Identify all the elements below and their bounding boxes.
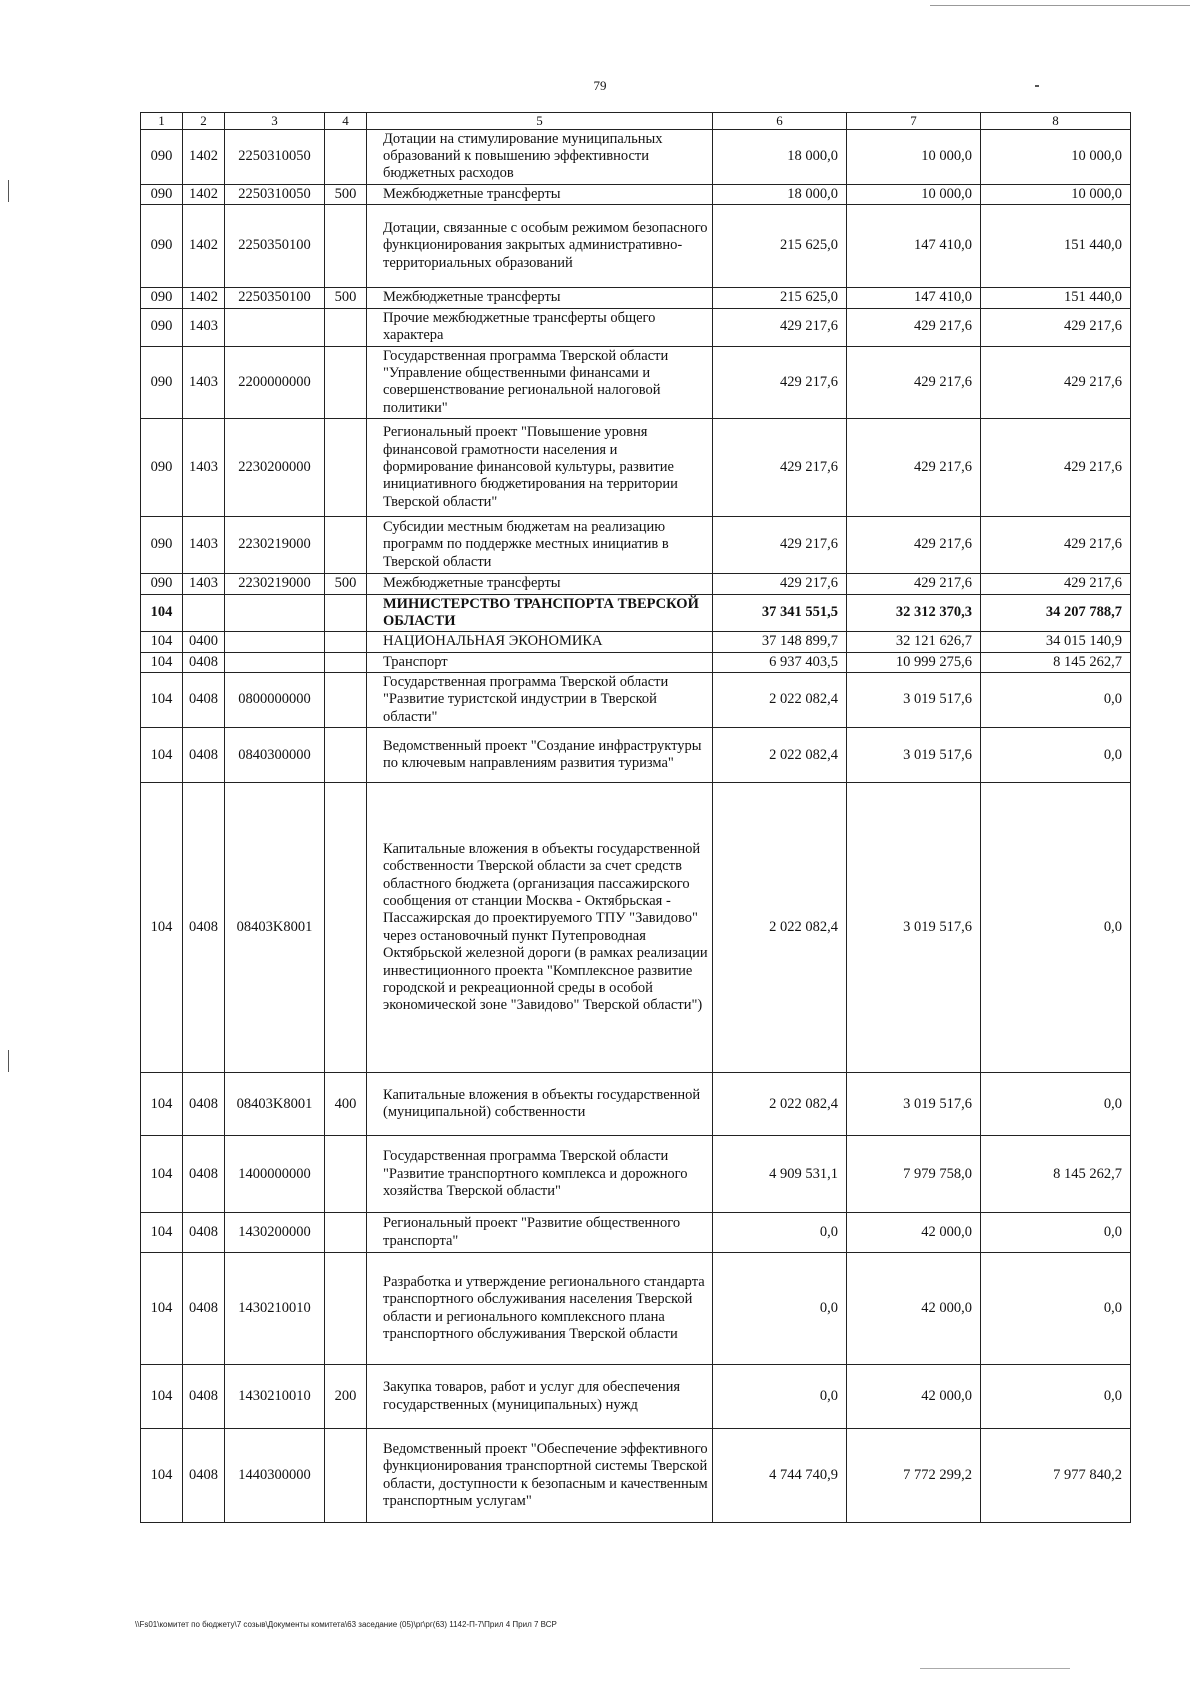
cell-sum-2025: 37 148 899,7	[713, 632, 847, 652]
cell-sum-2027: 7 977 840,2	[981, 1429, 1131, 1523]
table-row	[141, 129, 1131, 184]
cell-name: Межбюджетные трансферты	[367, 288, 713, 308]
cell-pr: 0408	[183, 1429, 225, 1523]
cell-rz: 104	[141, 1073, 183, 1136]
cell-sum-2027: 34 015 140,9	[981, 632, 1131, 652]
cell-name: Государственная программа Тверской области "Управление общественными финансами и совершенствование региональной налоговой политики"	[367, 346, 713, 419]
cell-csr: 0840300000	[225, 728, 325, 783]
cell-pr: 0408	[183, 1136, 225, 1213]
cell-rz: 104	[141, 652, 183, 672]
cell-pr: 0408	[183, 1073, 225, 1136]
cell-csr: 2250310050	[225, 129, 325, 184]
table-row	[141, 308, 1131, 346]
cell-pr: 0408	[183, 728, 225, 783]
cell-vr	[325, 632, 367, 652]
table-row	[141, 1073, 1131, 1136]
table-row	[141, 1213, 1131, 1253]
cell-pr: 0408	[183, 1253, 225, 1365]
cell-csr: 1440300000	[225, 1429, 325, 1523]
cell-rz: 090	[141, 419, 183, 517]
cell-rz: 090	[141, 308, 183, 346]
table-row	[141, 1429, 1131, 1523]
cell-vr	[325, 1136, 367, 1213]
scan-dash-left	[8, 1050, 9, 1072]
cell-sum-2027: 10 000,0	[981, 129, 1131, 184]
cell-sum-2027: 0,0	[981, 1073, 1131, 1136]
cell-vr: 500	[325, 574, 367, 594]
cell-sum-2026: 3 019 517,6	[847, 728, 981, 783]
scan-dot	[1035, 85, 1039, 87]
budget-table	[140, 112, 1131, 1523]
cell-sum-2025: 215 625,0	[713, 205, 847, 288]
cell-vr	[325, 129, 367, 184]
cell-pr: 1403	[183, 346, 225, 419]
cell-rz: 104	[141, 728, 183, 783]
cell-sum-2026: 10 999 275,6	[847, 652, 981, 672]
cell-vr	[325, 308, 367, 346]
cell-sum-2025: 4 909 531,1	[713, 1136, 847, 1213]
cell-sum-2026: 429 217,6	[847, 574, 981, 594]
column-number-6: 6	[713, 113, 847, 130]
cell-sum-2026: 10 000,0	[847, 129, 981, 184]
cell-vr	[325, 205, 367, 288]
table-row	[141, 632, 1131, 652]
cell-sum-2025: 429 217,6	[713, 346, 847, 419]
cell-rz: 104	[141, 1213, 183, 1253]
cell-csr	[225, 308, 325, 346]
cell-name: Межбюджетные трансферты	[367, 574, 713, 594]
table-row	[141, 1136, 1131, 1213]
cell-rz: 090	[141, 184, 183, 204]
cell-vr: 500	[325, 288, 367, 308]
cell-pr: 0408	[183, 783, 225, 1073]
cell-sum-2026: 42 000,0	[847, 1213, 981, 1253]
cell-rz: 104	[141, 783, 183, 1073]
cell-vr	[325, 652, 367, 672]
cell-rz: 104	[141, 673, 183, 728]
cell-vr	[325, 346, 367, 419]
table-row	[141, 288, 1131, 308]
cell-csr	[225, 632, 325, 652]
cell-sum-2026: 3 019 517,6	[847, 1073, 981, 1136]
cell-name: Дотации на стимулирование муниципальных образований к повышению эффективности бюджетных расходов	[367, 129, 713, 184]
cell-csr	[225, 652, 325, 672]
cell-csr: 0800000000	[225, 673, 325, 728]
cell-sum-2025: 2 022 082,4	[713, 728, 847, 783]
cell-name: Ведомственный проект "Создание инфраструктуры по ключевым направлениям развития туризма"	[367, 728, 713, 783]
cell-sum-2025: 18 000,0	[713, 184, 847, 204]
cell-csr	[225, 594, 325, 632]
cell-sum-2027: 429 217,6	[981, 419, 1131, 517]
cell-pr: 0408	[183, 652, 225, 672]
table-row	[141, 783, 1131, 1073]
table-row	[141, 1253, 1131, 1365]
cell-pr: 1402	[183, 184, 225, 204]
cell-sum-2027: 0,0	[981, 673, 1131, 728]
cell-csr: 2230200000	[225, 419, 325, 517]
cell-rz: 104	[141, 1365, 183, 1429]
cell-name: Транспорт	[367, 652, 713, 672]
cell-sum-2027: 429 217,6	[981, 346, 1131, 419]
cell-name: Субсидии местным бюджетам на реализацию программ по поддержке местных инициатив в Тверской области	[367, 517, 713, 574]
cell-rz: 090	[141, 346, 183, 419]
cell-sum-2026: 3 019 517,6	[847, 783, 981, 1073]
cell-name: Государственная программа Тверской области "Развитие транспортного комплекса и дорожного хозяйства Тверской области"	[367, 1136, 713, 1213]
cell-sum-2025: 18 000,0	[713, 129, 847, 184]
scan-noise	[920, 1668, 1070, 1669]
table-row	[141, 652, 1131, 672]
cell-csr: 2250350100	[225, 288, 325, 308]
cell-pr: 0408	[183, 673, 225, 728]
table-row	[141, 594, 1131, 632]
cell-rz: 090	[141, 288, 183, 308]
cell-csr: 1400000000	[225, 1136, 325, 1213]
table-row	[141, 184, 1131, 204]
cell-rz: 104	[141, 1253, 183, 1365]
cell-sum-2027: 10 000,0	[981, 184, 1131, 204]
cell-name: Разработка и утверждение регионального стандарта транспортного обслуживания населения Тверской области и регионального комплексного плана транспортного обслуживания Тверской области	[367, 1253, 713, 1365]
cell-vr: 500	[325, 184, 367, 204]
cell-sum-2027: 34 207 788,7	[981, 594, 1131, 632]
table-row	[141, 205, 1131, 288]
cell-vr	[325, 1213, 367, 1253]
cell-vr	[325, 783, 367, 1073]
cell-name: Закупка товаров, работ и услуг для обеспечения государственных (муниципальных) нужд	[367, 1365, 713, 1429]
cell-name: НАЦИОНАЛЬНАЯ ЭКОНОМИКА	[367, 632, 713, 652]
cell-sum-2027: 0,0	[981, 1253, 1131, 1365]
cell-sum-2027: 429 217,6	[981, 574, 1131, 594]
cell-name: Региональный проект "Повышение уровня финансовой грамотности населения и формирование финансовой культуры, развитие инициативного бюджетирования на территории Тверской области"	[367, 419, 713, 517]
cell-sum-2025: 2 022 082,4	[713, 783, 847, 1073]
cell-csr: 08403K8001	[225, 783, 325, 1073]
cell-sum-2026: 147 410,0	[847, 205, 981, 288]
column-number-4: 4	[325, 113, 367, 130]
cell-pr: 0400	[183, 632, 225, 652]
cell-name: Дотации, связанные с особым режимом безопасного функционирования закрытых административно-территориальных образований	[367, 205, 713, 288]
cell-rz: 104	[141, 632, 183, 652]
cell-sum-2027: 0,0	[981, 783, 1131, 1073]
cell-sum-2026: 429 217,6	[847, 346, 981, 419]
cell-sum-2025: 0,0	[713, 1365, 847, 1429]
cell-pr: 1402	[183, 288, 225, 308]
cell-rz: 090	[141, 574, 183, 594]
footer-file-path: \\Fs01\комитет по бюджету\7 созыв\Документы комитета\63 заседание (05)\рг\рг(63) 1142-П-7\Прил 4 Прил 7 ВСР	[135, 1620, 557, 1629]
cell-pr: 0408	[183, 1213, 225, 1253]
cell-sum-2027: 151 440,0	[981, 205, 1131, 288]
cell-sum-2026: 429 217,6	[847, 419, 981, 517]
cell-rz: 104	[141, 1136, 183, 1213]
scan-dash-top	[930, 5, 1190, 6]
cell-sum-2025: 2 022 082,4	[713, 673, 847, 728]
cell-sum-2025: 0,0	[713, 1253, 847, 1365]
cell-sum-2026: 429 217,6	[847, 517, 981, 574]
column-number-row	[141, 113, 1131, 130]
column-number-2: 2	[183, 113, 225, 130]
column-number-1: 1	[141, 113, 183, 130]
table-body	[141, 129, 1131, 1523]
cell-sum-2025: 4 744 740,9	[713, 1429, 847, 1523]
cell-csr: 2250350100	[225, 205, 325, 288]
cell-name: Межбюджетные трансферты	[367, 184, 713, 204]
cell-sum-2025: 429 217,6	[713, 419, 847, 517]
cell-pr: 1403	[183, 308, 225, 346]
cell-name: Региональный проект "Развитие общественного транспорта"	[367, 1213, 713, 1253]
cell-vr: 400	[325, 1073, 367, 1136]
cell-vr	[325, 1253, 367, 1365]
cell-pr: 1403	[183, 517, 225, 574]
cell-rz: 104	[141, 1429, 183, 1523]
cell-sum-2025: 429 217,6	[713, 574, 847, 594]
cell-sum-2027: 0,0	[981, 1365, 1131, 1429]
cell-sum-2025: 215 625,0	[713, 288, 847, 308]
cell-name: Прочие межбюджетные трансферты общего характера	[367, 308, 713, 346]
page-number: 79	[593, 78, 607, 93]
cell-sum-2026: 42 000,0	[847, 1253, 981, 1365]
cell-vr: 200	[325, 1365, 367, 1429]
cell-sum-2026: 3 019 517,6	[847, 673, 981, 728]
cell-sum-2025: 429 217,6	[713, 517, 847, 574]
cell-csr: 1430200000	[225, 1213, 325, 1253]
table-row	[141, 574, 1131, 594]
cell-pr: 1402	[183, 205, 225, 288]
cell-pr: 1402	[183, 129, 225, 184]
table-row	[141, 728, 1131, 783]
cell-rz: 090	[141, 205, 183, 288]
cell-name: Ведомственный проект "Обеспечение эффективного функционирования транспортной системы Тверской области, доступности к безопасным и качественным транспортным услугам"	[367, 1429, 713, 1523]
cell-sum-2027: 429 217,6	[981, 517, 1131, 574]
cell-csr: 08403K8001	[225, 1073, 325, 1136]
scan-dash-left	[8, 180, 9, 202]
cell-sum-2025: 0,0	[713, 1213, 847, 1253]
cell-vr	[325, 728, 367, 783]
cell-name: Капитальные вложения в объекты государственной (муниципальной) собственности	[367, 1073, 713, 1136]
cell-sum-2027: 0,0	[981, 1213, 1131, 1253]
cell-vr	[325, 1429, 367, 1523]
cell-sum-2026: 10 000,0	[847, 184, 981, 204]
cell-sum-2027: 151 440,0	[981, 288, 1131, 308]
cell-sum-2027: 429 217,6	[981, 308, 1131, 346]
cell-rz: 090	[141, 517, 183, 574]
cell-vr	[325, 673, 367, 728]
cell-name: Государственная программа Тверской области "Развитие туристской индустрии в Тверской области"	[367, 673, 713, 728]
cell-csr: 2200000000	[225, 346, 325, 419]
column-number-7: 7	[847, 113, 981, 130]
cell-sum-2025: 429 217,6	[713, 308, 847, 346]
cell-csr: 2230219000	[225, 574, 325, 594]
table-row	[141, 419, 1131, 517]
cell-sum-2026: 32 121 626,7	[847, 632, 981, 652]
cell-pr: 1403	[183, 419, 225, 517]
cell-csr: 2230219000	[225, 517, 325, 574]
table-row	[141, 517, 1131, 574]
cell-name: Капитальные вложения в объекты государственной собственности Тверской области за счет средств областного бюджета (организация пассажирского сообщения от станции Москва - Октябрьская - Пассажирская до проектируемого ТПУ "Завидово" через остановочный пункт Путепроводная Октябрьской железной дороги (в рамках реализации инвестиционного проекта "Комплексное развитие городской и рекреационной среды в особой экономической зоне "Завидово" Тверской области")	[367, 783, 713, 1073]
cell-sum-2026: 147 410,0	[847, 288, 981, 308]
column-number-8: 8	[981, 113, 1131, 130]
cell-sum-2026: 32 312 370,3	[847, 594, 981, 632]
table-row	[141, 346, 1131, 419]
cell-rz: 090	[141, 129, 183, 184]
cell-sum-2026: 7 772 299,2	[847, 1429, 981, 1523]
table-row	[141, 1365, 1131, 1429]
cell-name: МИНИСТЕРСТВО ТРАНСПОРТА ТВЕРСКОЙ ОБЛАСТИ	[367, 594, 713, 632]
cell-sum-2025: 2 022 082,4	[713, 1073, 847, 1136]
cell-csr: 1430210010	[225, 1253, 325, 1365]
cell-sum-2025: 37 341 551,5	[713, 594, 847, 632]
column-number-3: 3	[225, 113, 325, 130]
cell-csr: 1430210010	[225, 1365, 325, 1429]
cell-pr	[183, 594, 225, 632]
cell-sum-2026: 429 217,6	[847, 308, 981, 346]
table-row	[141, 673, 1131, 728]
cell-sum-2026: 7 979 758,0	[847, 1136, 981, 1213]
cell-vr	[325, 594, 367, 632]
column-number-5: 5	[367, 113, 713, 130]
cell-vr	[325, 419, 367, 517]
cell-pr: 1403	[183, 574, 225, 594]
cell-pr: 0408	[183, 1365, 225, 1429]
cell-sum-2025: 6 937 403,5	[713, 652, 847, 672]
cell-sum-2026: 42 000,0	[847, 1365, 981, 1429]
cell-vr	[325, 517, 367, 574]
cell-sum-2027: 8 145 262,7	[981, 652, 1131, 672]
cell-sum-2027: 0,0	[981, 728, 1131, 783]
cell-csr: 2250310050	[225, 184, 325, 204]
cell-rz: 104	[141, 594, 183, 632]
cell-sum-2027: 8 145 262,7	[981, 1136, 1131, 1213]
